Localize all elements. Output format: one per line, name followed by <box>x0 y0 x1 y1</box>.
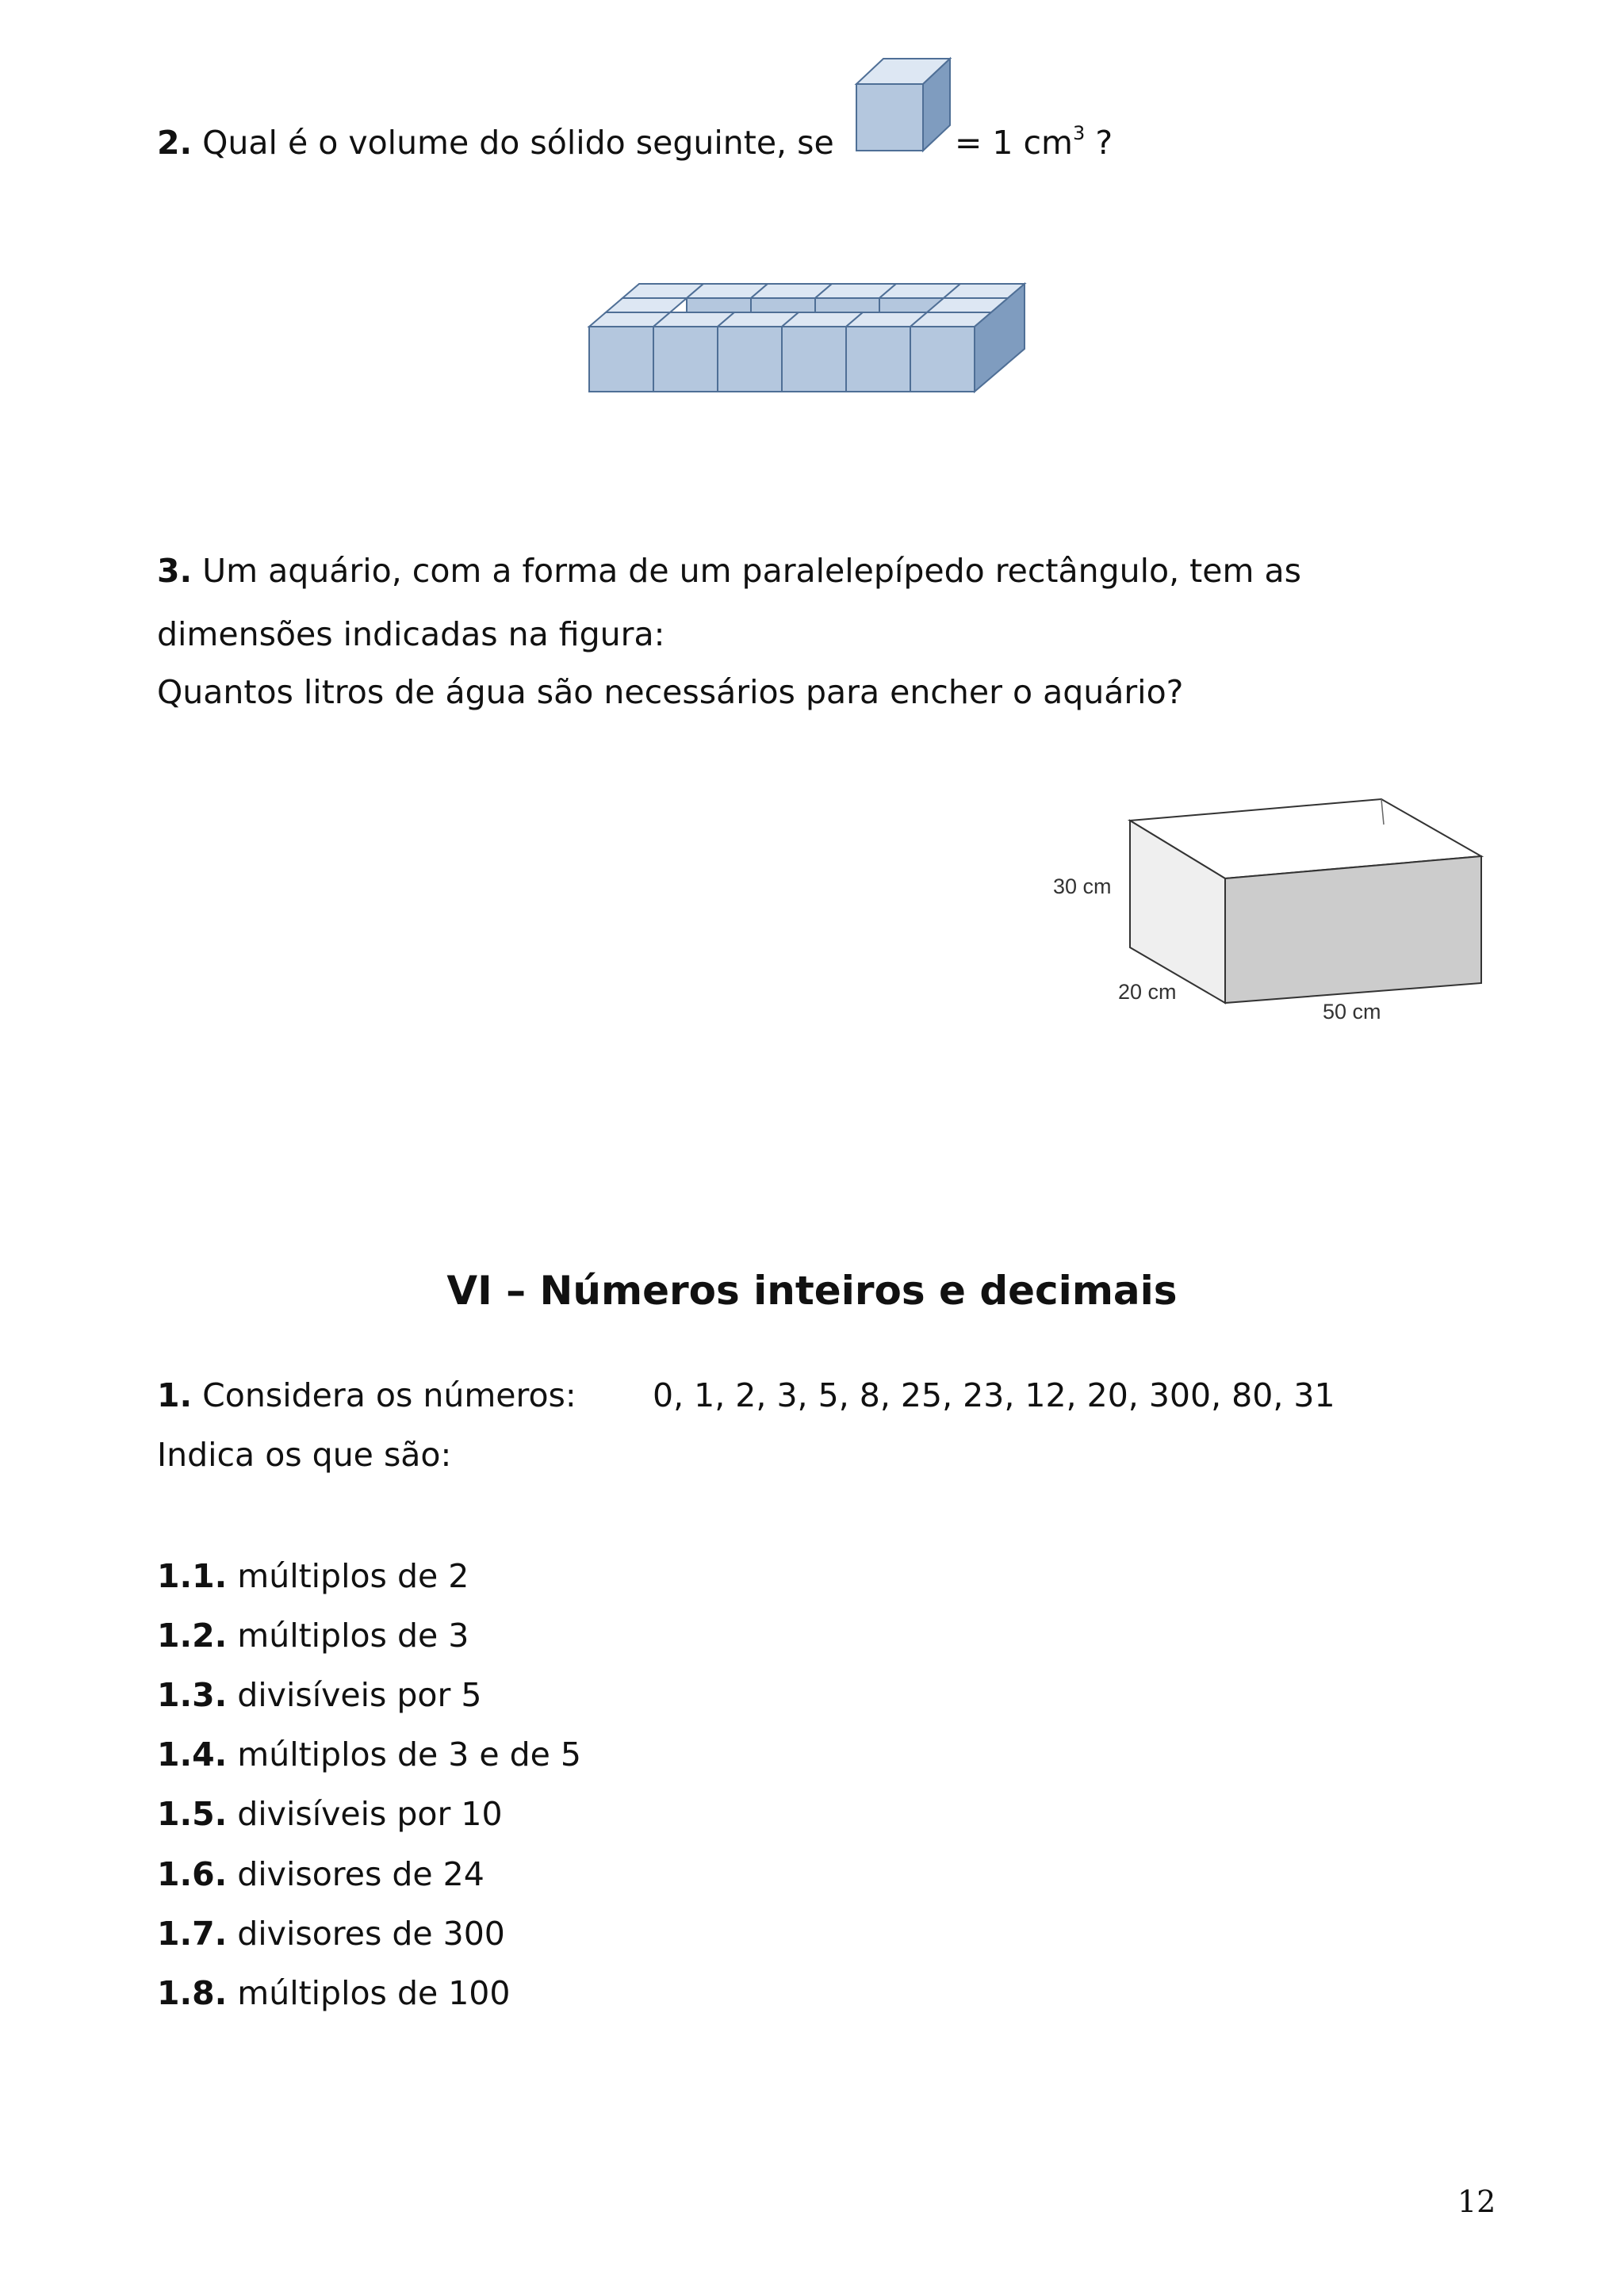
question-3-text-1: Um aquário, com a forma de um paralelepípedo rectângulo, tem as <box>202 552 1301 590</box>
cube-front-face <box>718 327 782 392</box>
item-text: divisores de 24 <box>237 1855 485 1893</box>
cube-inner-face <box>687 298 751 312</box>
section-title: VI – Números inteiros e decimais <box>446 1268 1178 1314</box>
list-item <box>157 1734 581 1775</box>
question-2-number: 2. <box>157 124 193 162</box>
exercise-1-prompt: Considera os números: <box>202 1376 576 1414</box>
unit-exponent: 3 <box>1073 122 1086 144</box>
list-item <box>157 1973 510 2014</box>
question-3-line-1 <box>157 550 1301 591</box>
exercise-1-number: 1. <box>157 1376 193 1414</box>
cube-front-face <box>589 327 653 392</box>
item-number: 1.7. <box>157 1915 228 1953</box>
item-text: múltiplos de 2 <box>237 1557 469 1595</box>
height-label: 30 cm <box>1053 874 1112 898</box>
cube-inner-face <box>815 298 879 312</box>
cube-front-face <box>910 327 975 392</box>
list-item <box>157 1793 503 1835</box>
question-3-line-3: Quantos litros de água são necessários para encher o aquário? <box>157 673 1184 711</box>
item-text: divisores de 300 <box>237 1915 505 1953</box>
item-text: divisíveis por 10 <box>237 1795 503 1833</box>
cube-solid-figure <box>583 238 1067 396</box>
question-2 <box>157 122 834 163</box>
unit-cube-icon <box>853 55 956 155</box>
item-number: 1.6. <box>157 1855 228 1893</box>
item-text: múltiplos de 100 <box>237 1974 511 2012</box>
item-number: 1.3. <box>157 1676 228 1714</box>
question-2-unit <box>955 122 1113 163</box>
question-3-number: 3. <box>157 552 193 590</box>
cube-front-face <box>782 327 846 392</box>
depth-label: 20 cm <box>1118 980 1177 1004</box>
list-item <box>157 1913 505 1954</box>
page-number: 12 <box>1457 2184 1496 2219</box>
item-number: 1.1. <box>157 1557 228 1595</box>
item-text: divisíveis por 5 <box>237 1676 482 1714</box>
question-mark: ? <box>1095 124 1113 162</box>
item-number: 1.2. <box>157 1617 228 1655</box>
item-text: múltiplos de 3 <box>237 1617 469 1655</box>
aquarium-figure <box>1047 789 1491 1035</box>
list-item <box>157 1556 469 1597</box>
question-3-line-2: dimensões indicadas na figura: <box>157 615 665 653</box>
indicate-text: Indica os que são: <box>157 1436 452 1474</box>
numbers-list: 0, 1, 2, 3, 5, 8, 25, 23, 12, 20, 300, 80, 31 <box>653 1376 1335 1414</box>
item-text: múltiplos de 3 e de 5 <box>237 1735 581 1774</box>
aquarium-front <box>1225 856 1481 1003</box>
list-item <box>157 1854 485 1895</box>
item-number: 1.8. <box>157 1974 228 2012</box>
cube-inner-face <box>751 298 815 312</box>
item-number: 1.4. <box>157 1735 228 1774</box>
cube-top-face <box>606 298 687 312</box>
item-number: 1.5. <box>157 1795 228 1833</box>
exercise-1 <box>157 1375 576 1416</box>
cube-front-face <box>846 327 910 392</box>
cube-front-face <box>653 327 718 392</box>
unit-text: = 1 cm <box>955 124 1073 162</box>
width-label: 50 cm <box>1323 1000 1381 1024</box>
list-item <box>157 1615 469 1656</box>
question-2-text: Qual é o volume do sólido seguinte, se <box>202 124 834 162</box>
cube-solid <box>589 284 1025 392</box>
list-item <box>157 1674 481 1716</box>
